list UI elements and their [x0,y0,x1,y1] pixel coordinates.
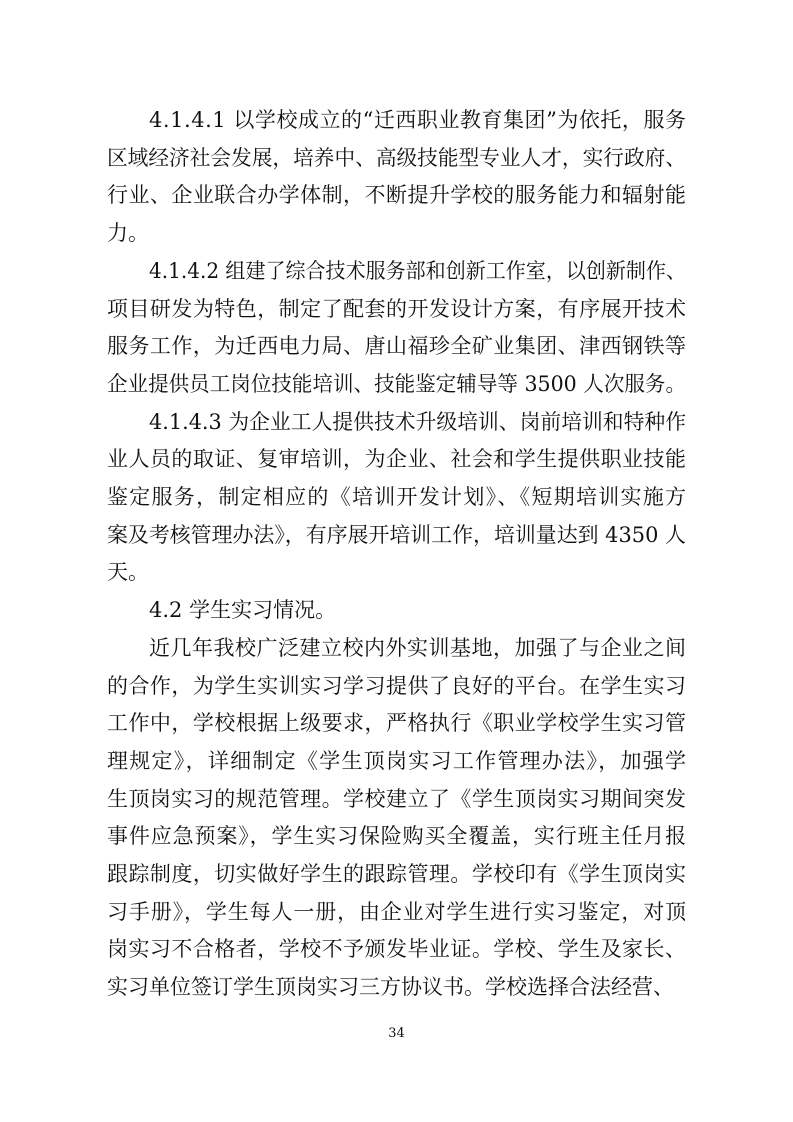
text-line-content: 4.1.4.2 组建了综合技术服务部和创新工作室，以创新制作、 [149,259,687,283]
text-line-content: 行业、企业联合办学体制，不断提升学校的服务能力和辐射能 [107,183,687,207]
text-line-content: 工作中，学校根据上级要求，严格执行《职业学校学生实习管 [107,711,687,735]
text-line-content: 鉴定服务，制定相应的《培训开发计划》、《短期培训实施方 [107,485,688,509]
text-line-content: 企业提供员工岗位技能培训、技能鉴定辅导等 3500 人次服务。 [107,372,687,396]
text-line-content: 业人员的取证、复审培训，为企业、社会和学生提供职业技能 [107,447,687,471]
text-line-content: 4.1.4.3 为企业工人提供技术升级培训、岗前培训和特种作 [149,410,687,434]
text-line-content: 区域经济社会发展，培养中、高级技能型专业人才，实行政府、 [107,146,687,170]
text-line-content: 4.2 学生实习情况。 [149,598,337,622]
text-line-content: 生顶岗实习的规范管理。学校建立了《学生顶岗实习期间突发 [107,787,687,811]
text-line-content: 力。 [107,221,149,245]
text-line-content: 实习单位签订学生顶岗实习三方协议书。学校选择合法经营、 [107,975,674,999]
text-line-content: 项目研发为特色，制定了配套的开发设计方案，有序展开技术 [107,297,687,321]
text-line-content: 习手册》，学生每人一册，由企业对学生进行实习鉴定，对顶 [107,900,687,924]
text-line-content: 案及考核管理办法》，有序展开培训工作，培训量达到 4350 人 [107,523,686,547]
text-line-content: 服务工作，为迁西电力局、唐山福珍全矿业集团、津西钢铁等 [107,334,687,358]
text-line-content: 近几年我校广泛建立校内外实训基地，加强了与企业之间 [149,636,687,660]
text-line-content: 岗实习不合格者，学校不予颁发毕业证。学校、学生及家长、 [107,937,687,961]
text-line-content: 的合作，为学生实训实习学习提供了良好的平台。在学生实习 [107,674,687,698]
text-line-content: 事件应急预案》，学生实习保险购买全覆盖，实行班主任月报 [107,824,687,848]
text-line-content: 天。 [107,560,149,584]
text-line-content: 理规定》，详细制定《学生顶岗实习工作管理办法》，加强学 [107,749,688,773]
text-line-content: 4.1.4.1 以学校成立的“迁西职业教育集团”为依托，服务 [149,108,687,132]
page-number: 34 [388,1026,405,1041]
text-line-content: 跟踪制度，切实做好学生的跟踪管理。学校印有《学生顶岗实 [107,862,687,886]
